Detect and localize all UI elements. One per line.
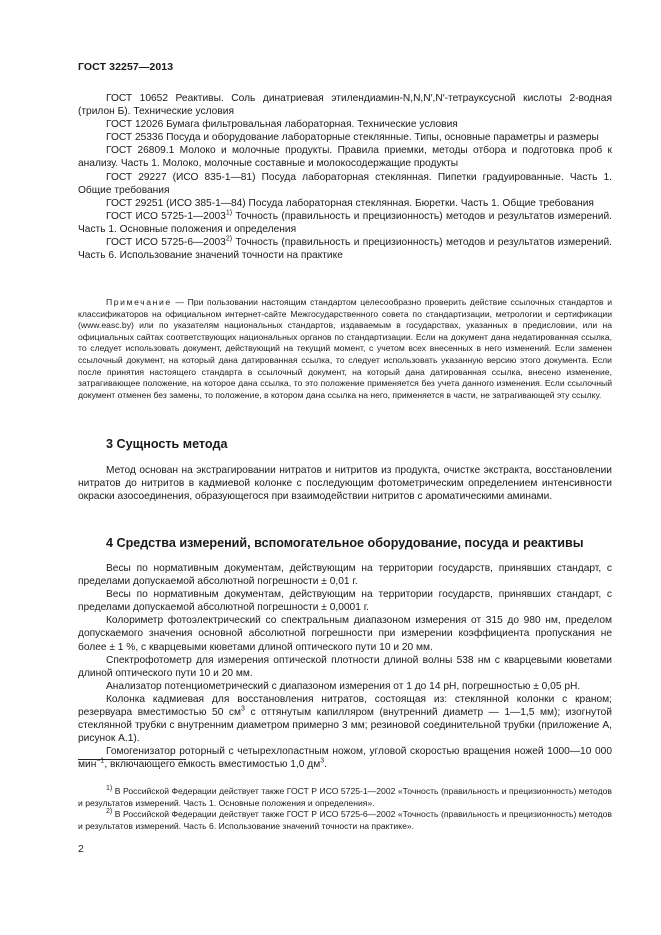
document-header: ГОСТ 32257—2013 [78,61,174,73]
section-3-text: Метод основан на экстрагировании нитратов и нитритов из продукта, очистке экстракта, восстановлении нитратов до нитритов в кадмиевой колонке с последующим фотометрическим определением интенсивности окраски азосоединения, образующегося при взаимодействии нитритов с ароматическими аминами. [78,465,612,503]
ref-item-iso-1 [78,210,612,236]
footnote-mark: 2) [225,235,233,243]
normative-references [78,92,612,262]
section-4-title: 4 Средства измерений, вспомогательное оборудование, посуда и реактивы [106,536,584,550]
equipment-item: Весы по нормативным документам, действующим на территории государств, принявших стандарт, с пределами допускаемой абсолютной погрешности ± 0,0001 г. [78,589,612,614]
footnote-mark: 2) [106,808,113,816]
note-block [78,297,612,401]
page-number: 2 [78,843,84,855]
equipment-item-cadmium-column: Колонка кадмиевая для восстановления нитратов, состоящая из: стеклянной колонки с краном; резервуара вместимостью 50 $см^3$ с оттянутым капилляром (внутренний диаметр — 1—1,5 мм); изогнутой стеклянной трубки с внутренним диаметром примерно 3 мм; резиновой соединительной трубки (приложение А, рисунок А.1). [78,693,612,745]
section-3-body [78,464,612,503]
note-label: Примечание [106,297,172,307]
ref-item: ГОСТ 10652 Реактивы. Соль динатриевая этилендиамин-N,N,N′,N′-тетрауксусной кислоты 2-водная (трилон Б). Технические условия [78,93,612,118]
ref-item-iso-6 [78,236,612,262]
ref-item: ГОСТ 26809.1 Молоко и молочные продукты. Правила приемки, методы отбора и подготовка проб к анализу. Часть 1. Молоко, молочные составные и молокосодержащие продукты [78,145,612,170]
footnote: $^{2)}$ В Российской Федерации действует также ГОСТ Р ИСО 5725-6—2002 «Точность (правильность и прецизионность) методов и результатов измерений. Часть 6. Использование значений точности на практике». [78,808,612,831]
ref-item: ГОСТ 12026 Бумага фильтровальная лабораторная. Технические условия [106,119,458,131]
section-3-title: 3 Сущность метода [106,437,228,451]
footnotes [78,786,612,832]
footnote-divider [78,759,186,760]
ref-item: ГОСТ 29227 (ИСО 835-1—81) Посуда лабораторная стеклянная. Пипетки градуированные. Часть 1. Общие требования [78,171,612,196]
equipment-item: Весы по нормативным документам, действующим на территории государств, принявших стандарт, с пределами допускаемой абсолютной погрешности ± 0,01 г. [78,563,612,588]
ref-code: ГОСТ ИСО 5725-6—2003 [106,237,226,249]
note-text: — При пользовании настоящим стандартом целесообразно проверить действие ссылочных стандартов и классификаторов на официальном интернет-сайте Межгосударственного совета по стандартизации, метрологии и сертификации (www.easc.by) или по указателям национальных стандартов, издаваемым в государствах, указанных в предисловии, или на официальных сайтах соответствующих национальных органов по стандартизации. Если на документ дана недатированная ссылка, то следует использовать документ, действующий на текущий момент, с учетом всех внесенных в него изменений. Если заменен ссылочный документ, на который дана датированная ссылка, то следует использовать указанную версию этого документа. Если после принятия настоящего стандарта в ссылочный документ, на который дана датированная ссылка, внесено изменение, затрагивающее положение, на которое дана ссылка, то это положение применяется без учета данного изменения. Если ссылочный документ отменен без замены, то положение, в котором дана ссылка на него, применяется в части, не затрагивающей эту ссылку. [78,297,612,400]
equipment-item: Анализатор потенциометрический с диапазоном измерения от 1 до 14 pH, погрешностью ± 0,05 pH. [106,680,581,692]
equipment-item-homogenizer: Гомогенизатор роторный с четырехлопастным ножом, угловой скоростью вращения ножей 1000—10 000 мин$^{-1}$, включающего емкость вместимостью 1,0 $дм^3$. [78,746,612,771]
ref-text: Точность (правильность и прецизионность) методов и результатов измерений. Часть 6. Использование значений точности на практике [78,237,612,262]
footnote-mark: 1) [106,785,113,793]
footnote-mark: 1) [225,209,233,217]
footnote: $^{1)}$ В Российской Федерации действует также ГОСТ Р ИСО 5725-1—2002 «Точность (правильность и прецизионность) методов и результатов измерений. Часть 1. Основные положения и определения». [78,785,612,808]
ref-text: Точность (правильность и прецизионность) методов и результатов измерений. Часть 1. Основные положения и определения [78,210,612,235]
ref-code: ГОСТ ИСО 5725-1—2003 [106,210,226,222]
section-4-body [78,562,612,772]
ref-item: ГОСТ 25336 Посуда и оборудование лабораторные стеклянные. Типы, основные параметры и размеры [106,132,599,144]
ref-item: ГОСТ 29251 (ИСО 385-1—84) Посуда лабораторная стеклянная. Бюретки. Часть 1. Общие требования [106,197,594,209]
equipment-item: Спектрофотометр для измерения оптической плотности длиной волны 538 нм с кварцевыми кюветами длиной оптического пути 10 и 20 мм. [78,654,612,679]
equipment-item: Колориметр фотоэлектрический со спектральным диапазоном измерения от 315 до 980 нм, пределом допускаемого значения основной абсолютной погрешности при измерении коэффициента пропускания не более ± 1 %, с кварцевыми кюветами длиной оптического пути 10 и 20 мм. [78,615,612,653]
